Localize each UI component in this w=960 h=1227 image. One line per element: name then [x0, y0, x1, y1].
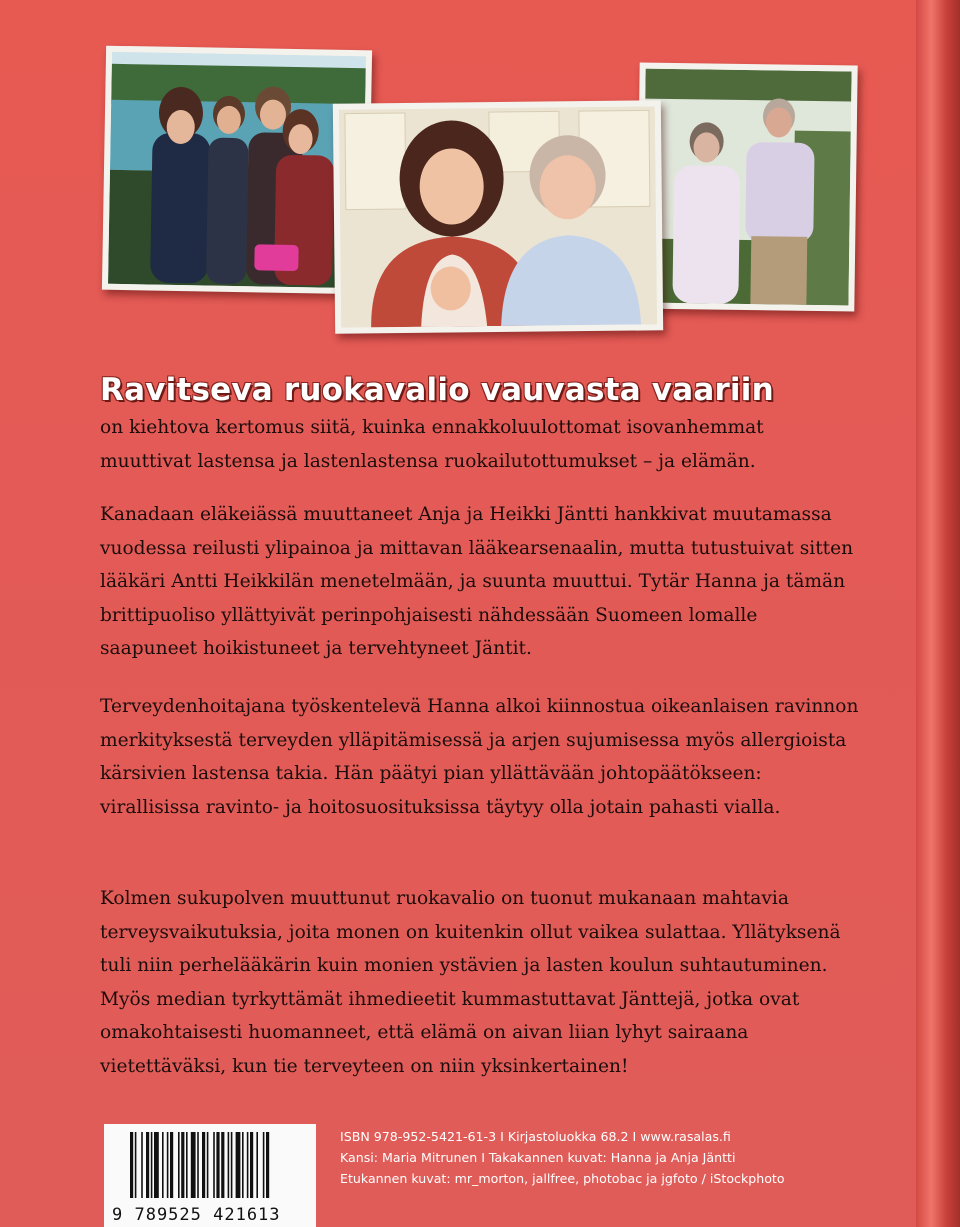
body-paragraph-2-text: Terveydenhoitajana työskentelevä Hanna alkoi kiinnostua oikeanlaisen ravinnon merkityksestä terveyden ylläpitämisessä ja arjen sujumisessa myös allergioista kärsivien lastensa takia. Hän päätyi pian yllättävään johtopäätökseen: virallisissa ravinto- ja hoitosuosituksissa täytyy olla jotain pahasti vialla. [100, 696, 859, 818]
mother-daughter-image [339, 106, 657, 327]
book-spine-edge [916, 0, 960, 1227]
grandparents-garden-image [642, 69, 851, 306]
photo-family-lake [102, 46, 372, 295]
colophon-photo-credits-line: Etukannen kuvat: mr_morton, jallfree, photobac ja jgfoto / iStockphoto [340, 1171, 785, 1186]
body-paragraph-3-text: Kolmen sukupolven muuttunut ruokavalio on tuonut mukanaan mahtavia terveysvaikutuksia, joita monen on kuitenkin ollut vaikea sulattaa. Yllätyksenä tuli niin perhelääkärin kuin monien ystävien ja lasten koulun suhtautuminen. Myös median tyrkyttämät ihmedieetit kummastuttavat Jänttejä, jotka ovat omakohtaisesti huomanneet, että elämä on aivan liian lyhyt sairaana vietettäväksi, kun tie terveyteen on niin yksinkertainen! [100, 888, 841, 1077]
colophon-credits-line: Kansi: Maria Mitrunen I Takakannen kuvat: Hanna ja Anja Jäntti [340, 1150, 736, 1165]
body-paragraph [100, 498, 860, 666]
family-lake-image [108, 52, 366, 288]
isbn-barcode [104, 1124, 316, 1227]
intro-paragraph [100, 411, 860, 478]
photo-mother-daughter [333, 100, 663, 333]
body-paragraph [100, 882, 860, 1084]
body-paragraph-1-text: Kanadaan eläkeiässä muuttaneet Anja ja Heikki Jäntti hankkivat muutamassa vuodessa reilusti ylipainoa ja mittavan lääkearsenaalin, mutta tutustuivat sitten lääkäri Antti Heikkilän menetelmään, ja suunta muuttui. Tytär Hanna ja tämän brittipuoliso yllättyivät perinpohjaisesti nähdessään Suomeen lomalle saapuneet hoikistuneet ja tervehtyneet Jäntit. [100, 504, 854, 660]
intro-text: on kiehtova kertomus siitä, kuinka ennakkoluulottomat isovanhemmat muuttivat lastensa ja lastenlastensa ruokailutottumukset – ja elämän. [100, 417, 764, 472]
barcode-bars [104, 1124, 316, 1202]
body-paragraph [100, 690, 860, 824]
headline: Ravitseva ruokavalio vauvasta vaariin [100, 372, 774, 408]
colophon-isbn-line: ISBN 978-952-5421-61-3 I Kirjastoluokka 68.2 I www.rasalas.fi [340, 1129, 731, 1144]
colophon [340, 1126, 900, 1189]
barcode-digits: 9 789525 421613 [112, 1205, 281, 1225]
photo-grandparents-garden [636, 62, 857, 311]
